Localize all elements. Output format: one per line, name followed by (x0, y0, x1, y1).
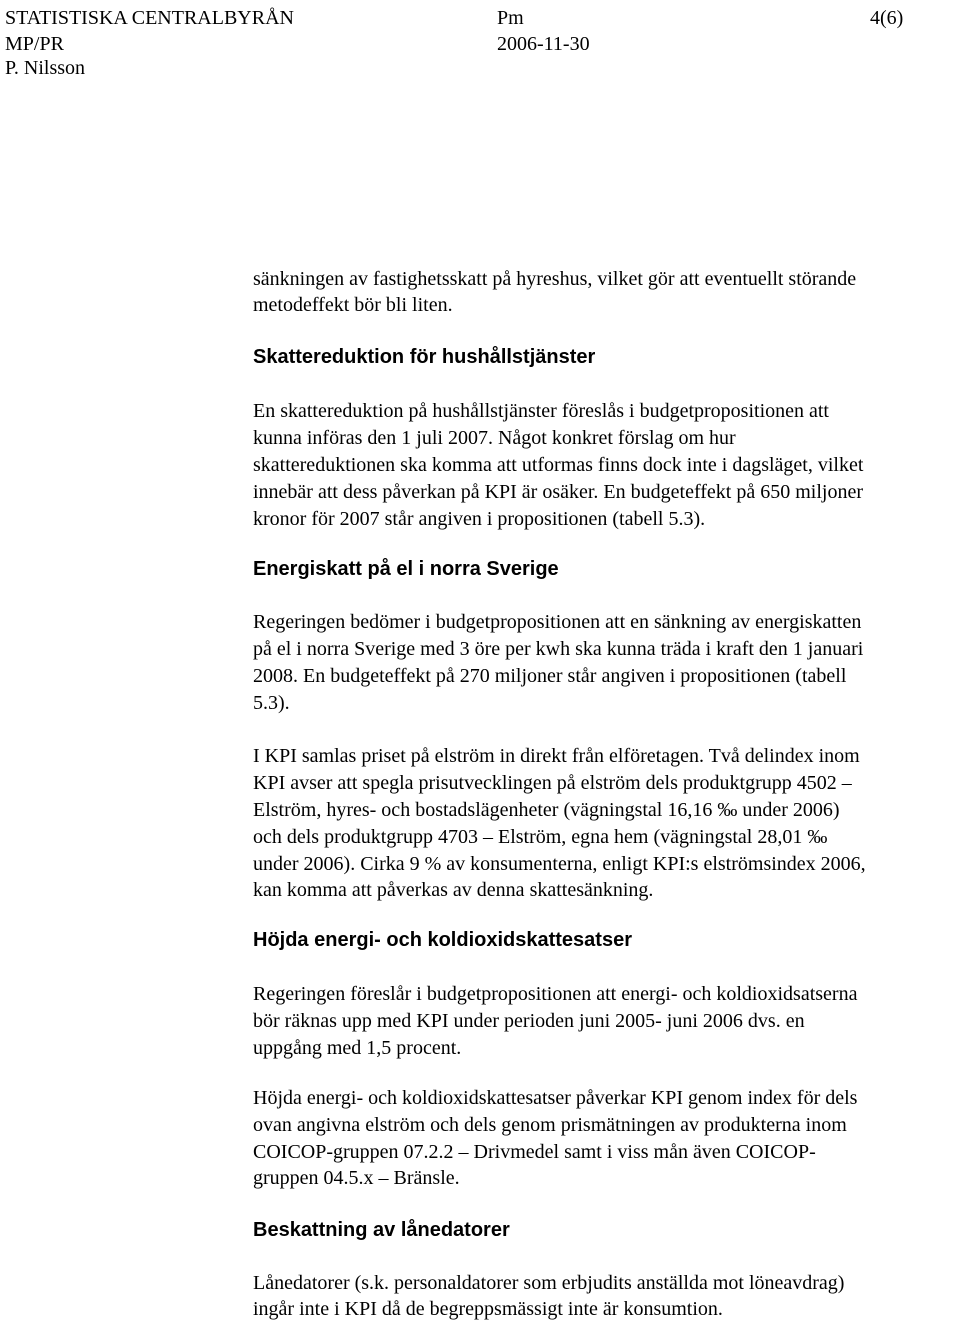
section-heading-raised-tax-rates: Höjda energi- och koldioxidskattesatser (253, 929, 632, 951)
paragraph-line: Lånedatorer (s.k. personaldatorer som erbjudits anställda mot löneavdrag) (253, 1272, 845, 1294)
organization-name: STATISTISKA CENTRALBYRÅN (5, 7, 294, 29)
paragraph-line: uppgång med 1,5 procent. (253, 1037, 462, 1059)
paragraph-line: Elström, hyres- och bostadslägenheter (vägningstal 16,16 ‰ under 2006) (253, 799, 840, 821)
department: MP/PR (5, 33, 64, 55)
paragraph-line: COICOP-gruppen 07.2.2 – Drivmedel samt i viss mån även COICOP- (253, 1141, 816, 1163)
paragraph-line: KPI avser att spegla prisutvecklingen på elström dels produktgrupp 4502 – (253, 772, 852, 794)
paragraph-line: En skattereduktion på hushållstjänster föreslås i budgetpropositionen att (253, 400, 829, 422)
paragraph-line: under 2006). Cirka 9 % av konsumenterna, enligt KPI:s elströmsindex 2006, (253, 853, 866, 875)
paragraph-line: I KPI samlas priset på elström in direkt från elföretagen. Två delindex inom (253, 745, 860, 767)
page-number: 4(6) (870, 7, 904, 29)
intro-line: sänkningen av fastighetsskatt på hyreshus, vilket gör att eventuellt störande (253, 268, 857, 290)
paragraph-line: ingår inte i KPI då de begreppsmässigt inte är konsumtion. (253, 1298, 723, 1320)
paragraph-line: bör räknas upp med KPI under perioden juni 2005- juni 2006 dvs. en (253, 1010, 805, 1032)
paragraph-line: ovan angivna elström och dels genom prismätningen av produkterna inom (253, 1114, 847, 1136)
paragraph-line: och dels produktgrupp 4703 – Elström, egna hem (vägningstal 28,01 ‰ (253, 826, 828, 848)
paragraph-line: innebär att dess påverkan på KPI är osäker. En budgeteffekt på 650 miljoner (253, 481, 863, 503)
author: P. Nilsson (5, 57, 86, 79)
paragraph-line: gruppen 04.5.x – Bränsle. (253, 1167, 460, 1189)
paragraph-line: kunna införas den 1 juli 2007. Något konkret förslag om hur (253, 427, 736, 449)
section-heading-energy-tax: Energiskatt på el i norra Sverige (253, 558, 559, 580)
doc-type: Pm (497, 7, 524, 29)
paragraph-line: skattereduktionen ska komma att utformas finns dock inte i dagsläget, vilket (253, 454, 864, 476)
section-heading-loan-computers: Beskattning av lånedatorer (253, 1219, 510, 1241)
paragraph-line: 2008. En budgeteffekt på 270 miljoner står angiven i propositionen (tabell (253, 665, 847, 687)
intro-line: metodeffekt bör bli liten. (253, 294, 453, 316)
paragraph-line: kronor för 2007 står angiven i propositionen (tabell 5.3). (253, 508, 706, 530)
paragraph-line: Höjda energi- och koldioxidskattesatser påverkar KPI genom index för dels (253, 1087, 858, 1109)
paragraph-line: på el i norra Sverige med 3 öre per kwh ska kunna träda i kraft den 1 januari (253, 638, 864, 660)
paragraph-line: 5.3). (253, 692, 290, 714)
section-heading-household-services: Skattereduktion för hushållstjänster (253, 346, 596, 368)
paragraph-line: kan komma att påverkas av denna skattesänkning. (253, 879, 654, 901)
paragraph-line: Regeringen föreslår i budgetpropositionen att energi- och koldioxidsatserna (253, 983, 858, 1005)
paragraph-line: Regeringen bedömer i budgetpropositionen att en sänkning av energiskatten (253, 611, 862, 633)
doc-date: 2006-11-30 (497, 33, 590, 55)
